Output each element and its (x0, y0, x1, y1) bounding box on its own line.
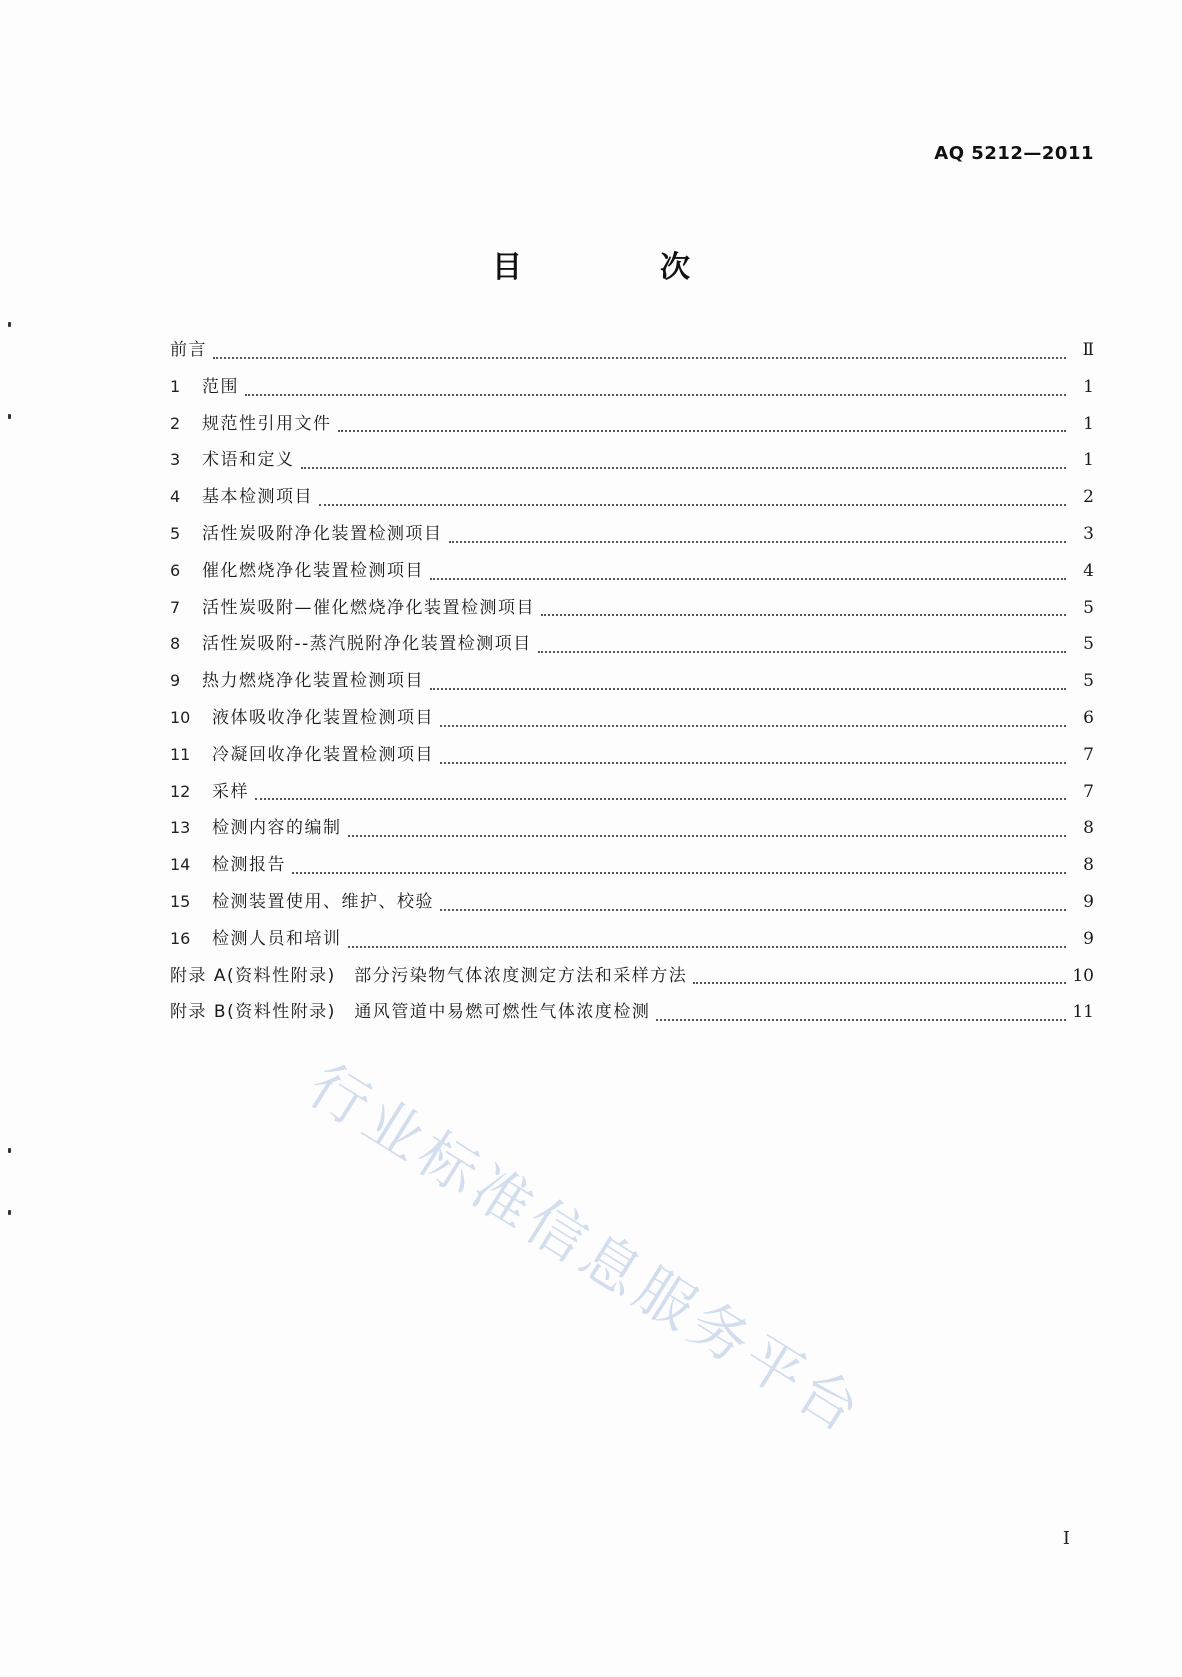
toc-entry-title: 基本检测项目 (202, 487, 313, 508)
toc-entry-page: 5 (1083, 671, 1094, 692)
toc-entry-title: 前言 (170, 340, 207, 360)
toc-entry[interactable] (170, 482, 1094, 519)
dot-leader (541, 613, 1066, 616)
toc-entry[interactable] (170, 703, 1094, 740)
toc-entry-page: 8 (1083, 818, 1094, 839)
toc-entry[interactable] (170, 777, 1094, 814)
dot-leader (348, 945, 1067, 948)
dot-leader (430, 577, 1066, 580)
toc-entry-number: 8 (170, 634, 181, 654)
dot-leader (255, 797, 1066, 800)
page-number: I (1062, 1528, 1070, 1549)
toc-entry-page: 11 (1072, 1002, 1094, 1023)
toc-entry-title: 冷凝回收净化装置检测项目 (212, 744, 434, 765)
dot-leader (245, 393, 1066, 396)
dot-leader (348, 834, 1067, 837)
dot-leader (440, 761, 1066, 764)
toc-entry-number: 12 (170, 781, 191, 801)
toc-entry-title: 规范性引用文件 (202, 413, 332, 434)
toc-entry-title: 检测人员和培训 (212, 928, 342, 949)
toc-entry-page: 10 (1072, 965, 1094, 986)
toc-entry[interactable] (170, 372, 1094, 409)
toc-entry-page: 1 (1083, 413, 1094, 434)
scan-speck (8, 414, 11, 419)
toc-entry-number: 14 (170, 855, 191, 875)
toc-entry[interactable] (170, 961, 1094, 998)
toc-entry[interactable] (170, 629, 1094, 666)
toc-entry-page: 9 (1083, 928, 1094, 949)
toc-entry[interactable] (170, 850, 1094, 887)
scan-speck (8, 1210, 11, 1215)
toc-entry-number: 2 (170, 413, 181, 433)
standard-code: AQ 5212—2011 (934, 143, 1094, 164)
toc-entry-page: 1 (1083, 450, 1094, 471)
toc-entry-title: 检测报告 (212, 855, 286, 876)
toc-entry[interactable] (170, 335, 1094, 372)
scan-speck (8, 1148, 11, 1153)
toc-entry-page: 5 (1083, 597, 1094, 618)
dot-leader (693, 981, 1066, 984)
toc-entry-page: 4 (1083, 560, 1094, 581)
toc-entry-number: 16 (170, 928, 191, 948)
toc-entry-title: 活性炭吸附--蒸汽脱附净化装置检测项目 (202, 634, 532, 655)
toc-entry[interactable] (170, 740, 1094, 777)
toc-entry-number: 11 (170, 744, 191, 764)
dot-leader (449, 540, 1067, 543)
toc-entry[interactable] (170, 997, 1094, 1034)
toc-entry-page: 7 (1083, 781, 1094, 802)
toc-entry-number: 3 (170, 450, 181, 470)
toc-entry[interactable] (170, 445, 1094, 482)
toc-entry-title: 检测装置使用、维护、校验 (212, 891, 434, 912)
dot-leader (440, 908, 1066, 911)
toc-entry[interactable] (170, 887, 1094, 924)
dot-leader (319, 503, 1066, 506)
toc-entry-title: 采样 (212, 781, 249, 802)
toc-entry-title: 检测内容的编制 (212, 818, 342, 839)
dot-leader (440, 724, 1066, 727)
toc-entry-number: 5 (170, 523, 181, 543)
toc-entry-page: 6 (1083, 707, 1094, 728)
toc-entry[interactable] (170, 666, 1094, 703)
toc-entry-number: 10 (170, 707, 191, 727)
toc-entry-number: 9 (170, 671, 181, 691)
toc-entry-title: 附录 B(资料性附录) 通风管道中易燃可燃性气体浓度检测 (170, 1002, 651, 1023)
toc-entry-title: 活性炭吸附—催化燃烧净化装置检测项目 (202, 597, 535, 618)
toc-entry-page: 2 (1083, 487, 1094, 508)
toc-entry[interactable] (170, 409, 1094, 446)
toc-entry-number: 13 (170, 818, 191, 838)
toc-entry[interactable] (170, 593, 1094, 630)
toc-entry-page: 7 (1083, 744, 1094, 765)
toc-entry-page: 5 (1083, 634, 1094, 655)
toc-entry-title: 术语和定义 (202, 450, 295, 471)
dot-leader (656, 1018, 1066, 1021)
dot-leader (301, 466, 1067, 469)
toc-entry-number: 4 (170, 487, 181, 507)
page-title: 目 次 (492, 250, 744, 285)
toc-entry[interactable] (170, 813, 1094, 850)
dot-leader (538, 650, 1066, 653)
table-of-contents (170, 335, 1094, 1034)
toc-entry-title: 附录 A(资料性附录) 部分污染物气体浓度测定方法和采样方法 (170, 965, 688, 986)
toc-entry-title: 范围 (202, 376, 239, 397)
toc-entry-title: 热力燃烧净化装置检测项目 (202, 671, 424, 692)
dot-leader (430, 687, 1066, 690)
dot-leader (213, 356, 1066, 359)
toc-entry-number: 1 (170, 376, 181, 396)
scan-speck (8, 322, 11, 327)
toc-entry[interactable] (170, 924, 1094, 961)
watermark: 行业标准信息服务平台 (297, 1051, 876, 1448)
toc-entry-title: 催化燃烧净化装置检测项目 (202, 560, 424, 581)
toc-entry-page: 8 (1083, 855, 1094, 876)
toc-entry[interactable] (170, 519, 1094, 556)
toc-entry-page: Ⅱ (1082, 340, 1094, 360)
toc-entry-title: 活性炭吸附净化装置检测项目 (202, 523, 443, 544)
toc-entry[interactable] (170, 556, 1094, 593)
toc-entry-number: 15 (170, 891, 191, 911)
toc-entry-number: 7 (170, 597, 181, 617)
toc-entry-page: 3 (1083, 523, 1094, 544)
toc-entry-page: 9 (1083, 891, 1094, 912)
toc-entry-number: 6 (170, 560, 181, 580)
dot-leader (338, 429, 1067, 432)
toc-entry-page: 1 (1083, 376, 1094, 397)
dot-leader (292, 871, 1066, 874)
toc-entry-title: 液体吸收净化装置检测项目 (212, 707, 434, 728)
